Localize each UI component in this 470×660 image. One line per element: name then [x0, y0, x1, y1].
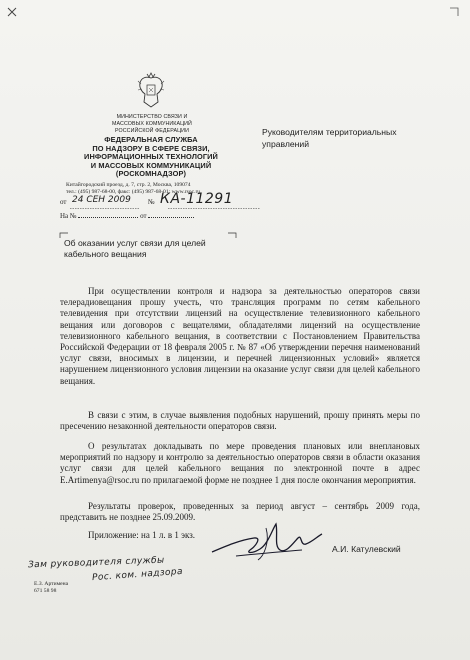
signatory-name: А.И. Катулевский [332, 544, 401, 554]
body-paragraph: При осуществлении контроля и надзора за деятельностью операторов связи телерадиовещания прошу учесть, что трансляция программ по сетям кабельного телевидения при отсутствии лицензий на осуществление телевизионного кабельного вещания или договоров с вещателями, обладателями лицензий на осуществление телевизионного кабельного вещания, в соответствии с Постановлением Правительства Российской Федерации от 18 февраля 2005 г. № 87 «Об утверждении перечня наименований услуг связи, вносимых в лицензии, и перечней лицензионных условий» является нарушением лицензионного условия лицензии на оказание услуг связи для целей кабельного вещания. [60, 286, 420, 386]
ministry-line: МАССОВЫХ КОММУНИКАЦИЙ [112, 120, 192, 127]
signature-icon [206, 516, 326, 564]
subject-line: кабельного вещания [64, 249, 147, 260]
ministry-line: РОССИЙСКОЙ ФЕДЕРАЦИИ [115, 127, 189, 134]
service-line: ПО НАДЗОРУ В СФЕРЕ СВЯЗИ, [92, 143, 210, 153]
handwritten-line: Рос. ком. надзора [91, 566, 184, 584]
attachment-note: Приложение: на 1 л. в 1 экз. [88, 530, 196, 540]
reference-line [60, 212, 220, 220]
body-paragraph: В связи с этим, в случае выявления подобных нарушений, прошу принять меры по пресечению незаконной деятельности операторов связи. [60, 410, 420, 432]
corner-mark-icon [448, 6, 460, 18]
letter-subject [64, 238, 214, 261]
reference-from: от [140, 212, 147, 220]
service-line: ФЕДЕРАЛЬНАЯ СЛУЖБА [104, 135, 198, 144]
addressee-line: Руководителям территориальных [262, 127, 397, 137]
ministry-line: МИНИСТЕРСТВО СВЯЗИ И [116, 114, 188, 120]
body-paragraph: Результаты проверок, проведенных за период август – сентябрь 2009 года, представить не позднее 25.09.2009. [60, 501, 420, 523]
coat-of-arms-icon [136, 72, 166, 110]
address-line: тел.: (495) 987-68-00, факс: (495) 987-68-01; www.rsoc.ru [66, 189, 201, 196]
executor-info [34, 581, 68, 595]
service-name [78, 136, 224, 179]
executor-phone: 671 58 98 [34, 588, 57, 595]
date-prefix: от [60, 198, 67, 206]
corner-mark-icon [6, 6, 18, 18]
date-underline [70, 207, 260, 210]
number-prefix: № [148, 198, 155, 206]
date-stamp: 24 СЕН 2009 [72, 195, 131, 205]
service-line: И МАССОВЫХ КОММУНИКАЦИЙ [90, 160, 212, 170]
handwritten-line: Зам руководителя службы [27, 555, 165, 571]
subject-line: Об оказании услуг связи для целей [64, 238, 206, 248]
addressee-line: управлений [262, 139, 310, 149]
ministry-name [96, 114, 208, 134]
address-line: Китайгородский проезд, д. 7, стр. 2, Москва, 109074 [66, 182, 191, 188]
service-line: (РОСКОМНАДЗОР) [115, 169, 187, 179]
service-line: ИНФОРМАЦИОННЫХ ТЕХНОЛОГИЙ [84, 152, 218, 162]
outgoing-number: КА-11291 [160, 191, 234, 207]
reference-prefix: На № [60, 212, 77, 220]
executor-name: Е.З. Артимена [34, 581, 69, 587]
addressee [262, 126, 422, 150]
body-paragraph: О результатах докладывать по мере проведения плановых или внеплановых мероприятий по надзору и контролю за деятельностью операторов связи в области оказания услуг связи для целей кабельного вещания по электронной почте в адрес E.Artimenya@rsoc.ru по прилагаемой форме не позднее 1 дня после окончания мероприятия. [60, 441, 420, 485]
